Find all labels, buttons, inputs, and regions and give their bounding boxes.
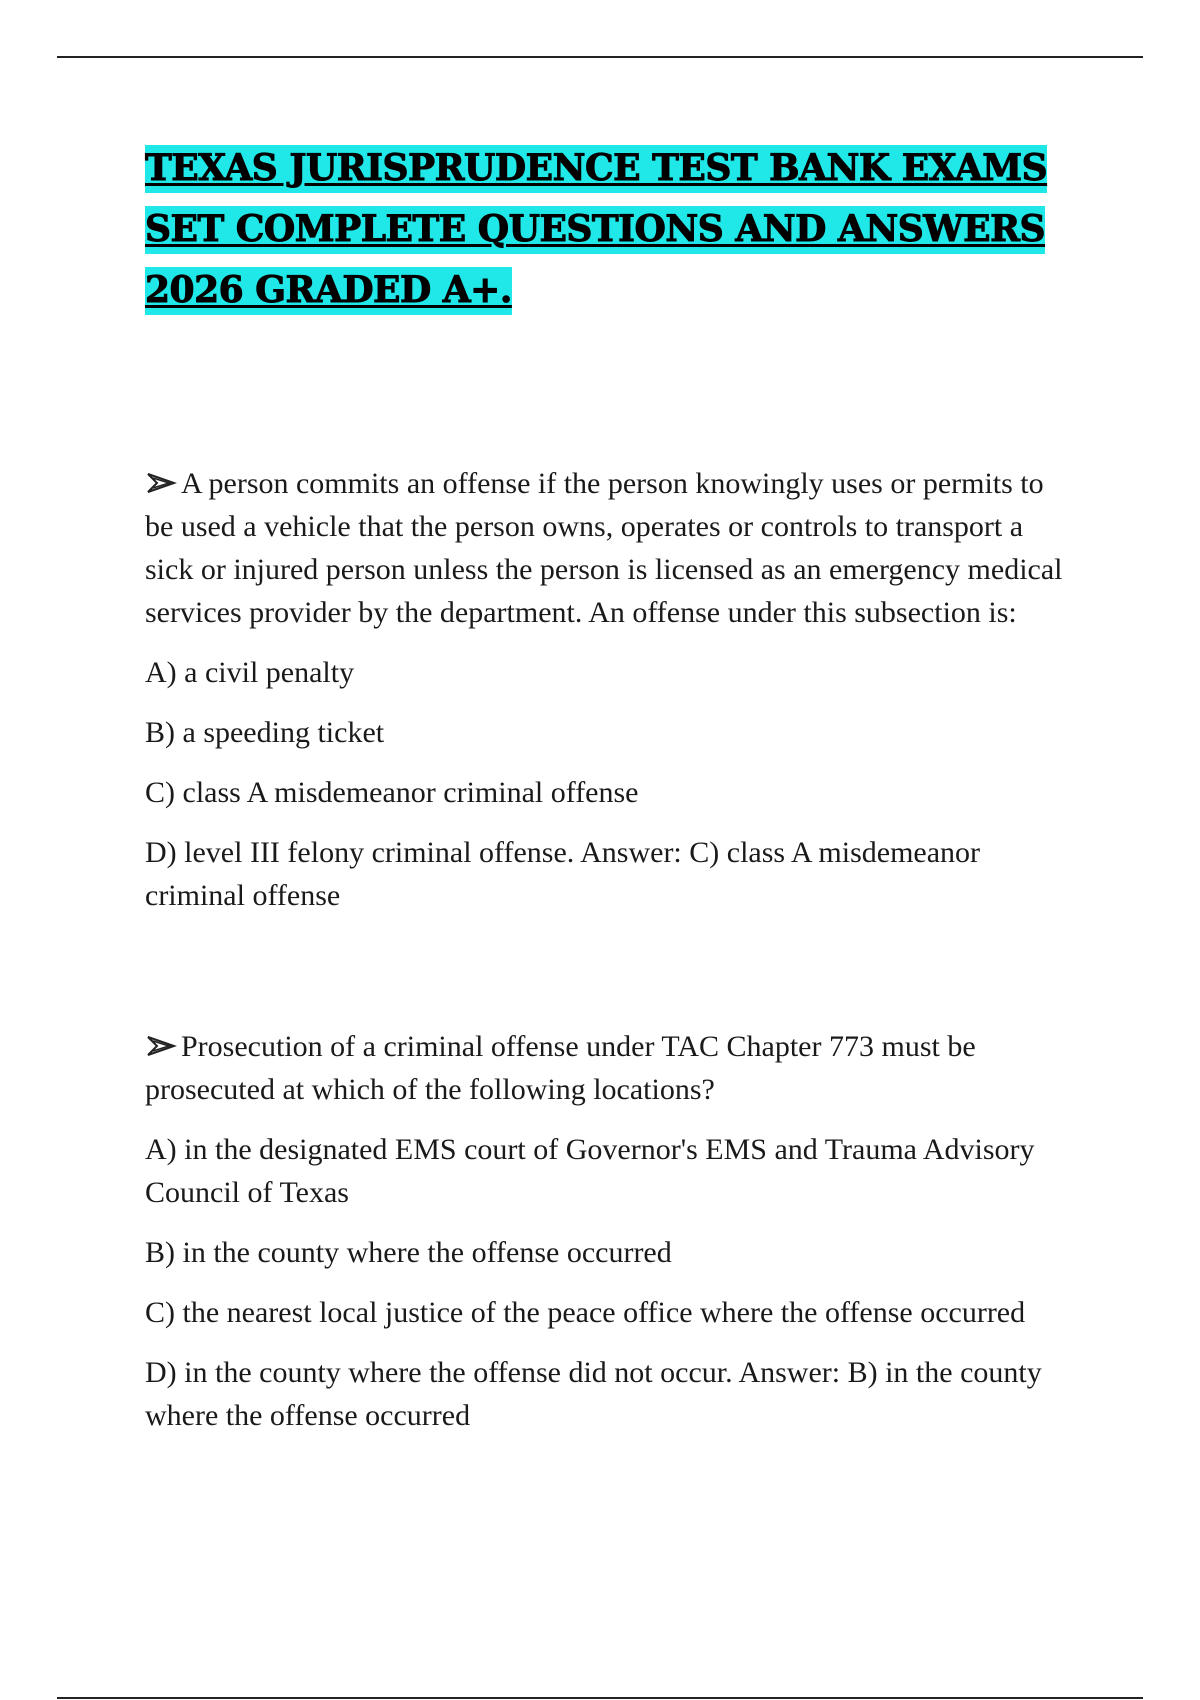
question-text-block	[145, 1025, 1065, 1111]
question-block	[145, 1025, 1065, 1437]
answer-option: C) the nearest local justice of the peace office where the offense occurred	[145, 1296, 1026, 1329]
answer-option: B) a speeding ticket	[145, 716, 385, 749]
answer-option: A) a civil penalty	[145, 656, 355, 689]
page-title-text: TEXAS JURISPRUDENCE TEST BANK EXAMS SET COMPLETE QUESTIONS AND ANSWERS 2026 GRADED A+.	[145, 145, 1047, 315]
question-text-block	[145, 462, 1065, 634]
footer-rule	[57, 1697, 1143, 1699]
arrow-bullet-icon	[145, 471, 177, 495]
answer-option: B) in the county where the offense occurred	[145, 1236, 672, 1269]
answer-option: D) level III felony criminal offense. Answer: C) class A misdemeanor criminal offense	[145, 836, 981, 912]
answer-option: C) class A misdemeanor criminal offense	[145, 776, 639, 809]
header-rule	[57, 56, 1143, 58]
question-list	[145, 462, 1065, 1437]
arrow-bullet-icon	[145, 1034, 177, 1058]
answer-option: D) in the county where the offense did not occur. Answer: B) in the county where the offense occurred	[145, 1356, 1042, 1432]
page-title	[145, 138, 1065, 321]
question-block	[145, 462, 1065, 917]
question-text: A person commits an offense if the person knowingly uses or permits to be used a vehicle that the person owns, operates or controls to transport a sick or injured person unless the person is licensed as an emergency medical services provider by the department. An offense under this subsection is:	[145, 467, 1063, 629]
answer-option: A) in the designated EMS court of Governor's EMS and Trauma Advisory Council of Texas	[145, 1133, 1035, 1209]
question-text: Prosecution of a criminal offense under TAC Chapter 773 must be prosecuted at which of the following locations?	[145, 1030, 976, 1106]
